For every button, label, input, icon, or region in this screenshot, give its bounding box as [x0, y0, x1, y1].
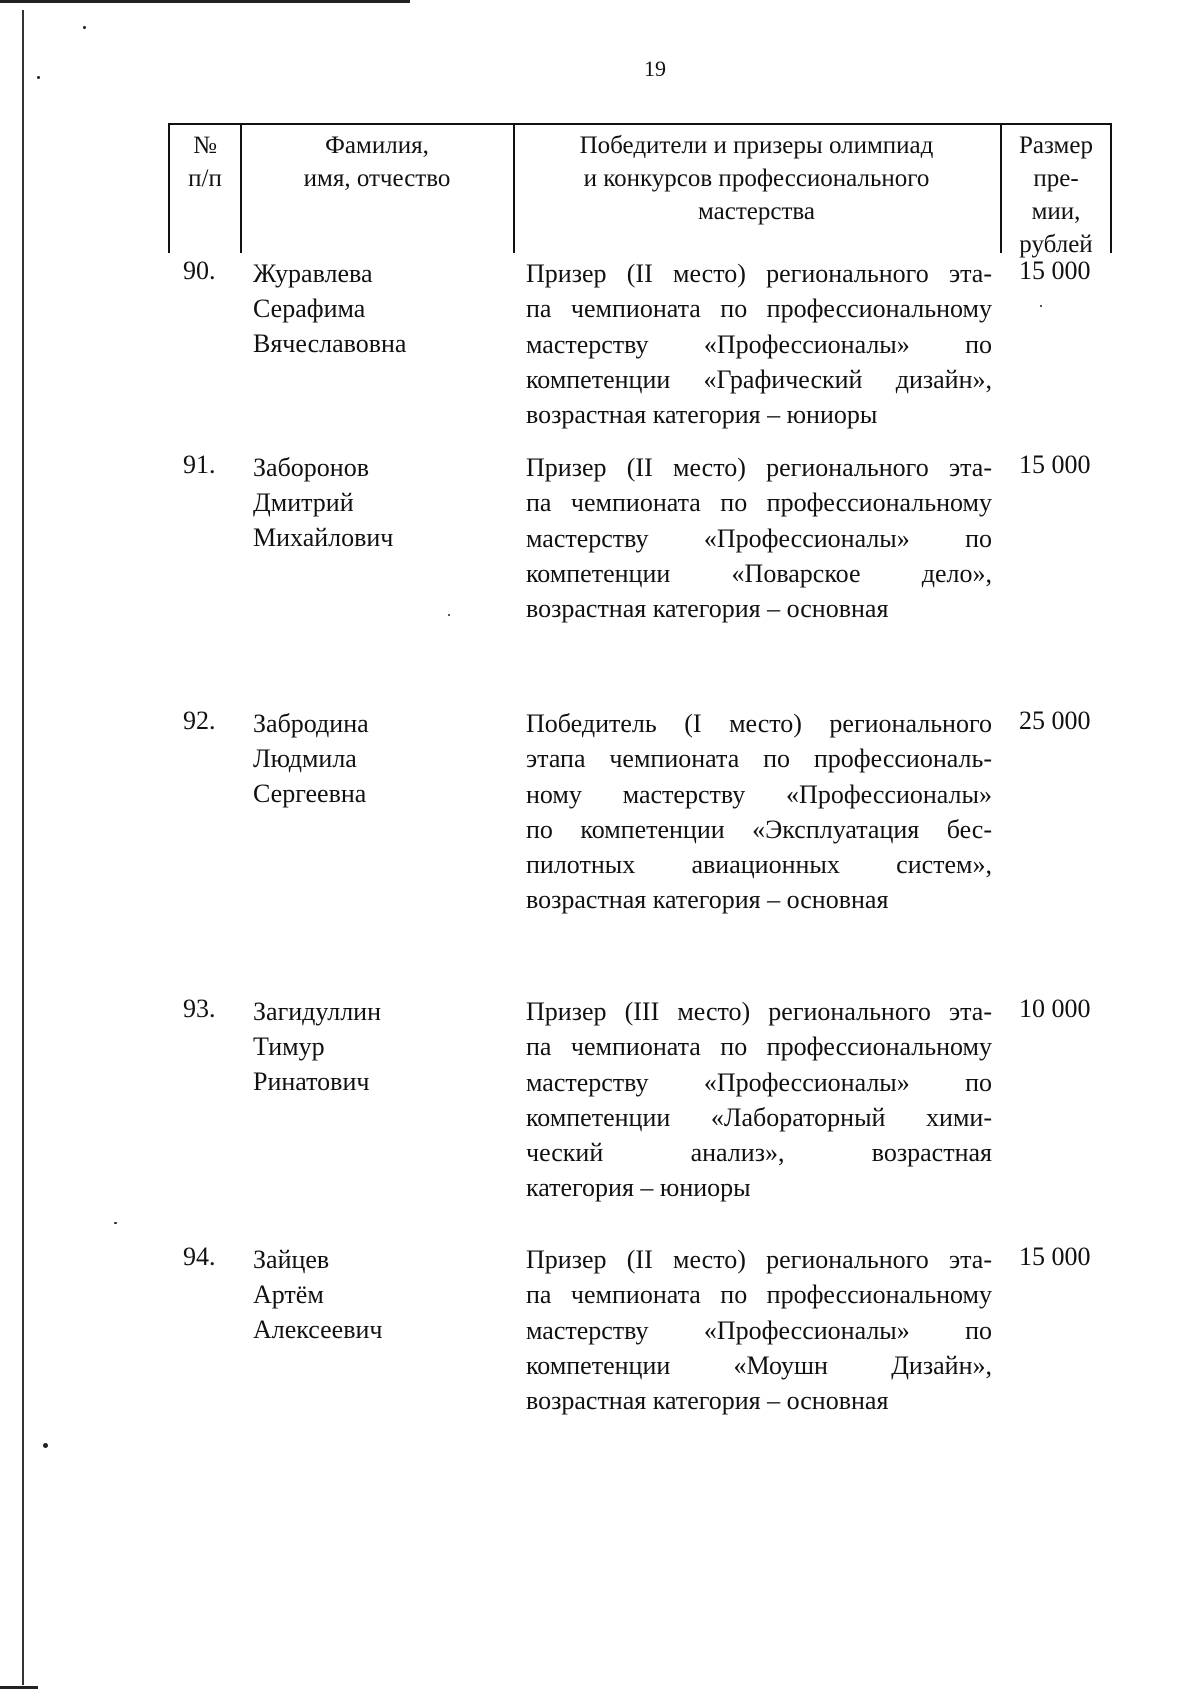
description-line: возрастная категория – юниоры	[526, 400, 878, 430]
achievement-description	[526, 706, 992, 918]
page-number: 19	[644, 56, 666, 81]
header-text: мастерства	[698, 198, 815, 225]
surname: Забродина	[253, 709, 369, 738]
description-line: мастерству «Профессионалы» по	[526, 523, 992, 553]
description-line: мастерству «Профессионалы» по	[526, 1315, 992, 1345]
header-number	[170, 125, 242, 253]
patronymic: Алексеевич	[253, 1315, 383, 1344]
description-line: компетенции «Моушн Дизайн»,	[526, 1350, 992, 1380]
description-line: возрастная категория – основная	[526, 885, 889, 915]
patronymic: Вячеславовна	[253, 329, 407, 358]
row-number: 90.	[183, 256, 216, 285]
scan-speck	[43, 1443, 48, 1448]
achievement-description	[526, 994, 992, 1206]
header-text: Размер	[1019, 132, 1093, 159]
patronymic: Михайлович	[253, 523, 394, 552]
prize-amount: 25 000	[1019, 706, 1091, 735]
description-line: возрастная категория – основная	[526, 594, 889, 624]
header-text: мии,	[1031, 198, 1081, 225]
header-text: Победители и призеры олимпиад	[579, 132, 934, 159]
prize-amount: 15 000	[1019, 450, 1091, 479]
description-line: компетенции «Поварское дело»,	[526, 558, 992, 588]
achievement-description	[526, 256, 992, 432]
scan-speck	[1040, 305, 1042, 307]
recipient-name	[253, 1242, 382, 1347]
header-text: Фамилия,	[325, 132, 429, 159]
surname: Зайцев	[253, 1245, 330, 1274]
prize-amount: 15 000	[1019, 1242, 1091, 1271]
scan-border-top	[0, 0, 410, 3]
row-number: 93.	[183, 994, 216, 1023]
first-name: Людмила	[253, 744, 357, 773]
recipient-name	[253, 706, 369, 811]
row-number: 91.	[183, 450, 216, 479]
description-line: па чемпионата по профессиональному	[526, 1280, 992, 1310]
description-line: пилотных авиационных систем»,	[526, 850, 992, 880]
header-text: пре-	[1033, 165, 1079, 192]
description-line: компетенции «Графический дизайн»,	[526, 364, 992, 394]
recipient-name	[253, 450, 393, 555]
scan-speck	[448, 614, 450, 616]
surname: Заборонов	[253, 453, 369, 482]
description-line: Победитель (I место) регионального	[526, 709, 992, 738]
patronymic: Сергеевна	[253, 779, 367, 808]
row-number: 92.	[183, 706, 216, 735]
description-line: мастерству «Профессионалы» по	[526, 329, 992, 359]
header-text: рублей	[1019, 231, 1093, 258]
scan-border-bottom	[0, 1686, 38, 1689]
achievement-description	[526, 1242, 992, 1418]
description-line: компетенции «Лабораторный хими-	[526, 1102, 992, 1132]
scan-border-left	[22, 10, 24, 1685]
first-name: Дмитрий	[253, 488, 354, 517]
header-prize	[1002, 125, 1110, 258]
description-line: па чемпионата по профессиональному	[526, 1032, 992, 1062]
description-line: по компетенции «Эксплуатация бес-	[526, 814, 992, 844]
recipient-name	[253, 994, 381, 1099]
scan-speck	[114, 1222, 117, 1224]
description-line: мастерству «Профессионалы» по	[526, 1067, 992, 1097]
first-name: Тимур	[253, 1032, 325, 1061]
surname: Загидуллин	[253, 997, 382, 1026]
first-name: Серафима	[253, 294, 366, 323]
description-line: категория – юниоры	[526, 1173, 751, 1203]
header-description	[513, 125, 1002, 253]
description-line: Призер (III место) регионального эта-	[526, 997, 992, 1026]
prize-amount: 10 000	[1019, 994, 1091, 1023]
patronymic: Ринатович	[253, 1067, 370, 1096]
description-line: па чемпионата по профессиональному	[526, 294, 992, 324]
header-text: п/п	[188, 165, 222, 192]
row-number: 94.	[183, 1242, 216, 1271]
first-name: Артём	[253, 1280, 324, 1309]
description-line: этапа чемпионата по профессиональ-	[526, 744, 992, 774]
header-name	[241, 125, 515, 253]
description-line: возрастная категория – основная	[526, 1386, 889, 1416]
prize-amount: 15 000	[1019, 256, 1091, 285]
description-line: Призер (II место) регионального эта-	[526, 453, 992, 482]
scan-speck	[83, 26, 86, 29]
table-header	[168, 123, 1112, 258]
header-text: и конкурсов профессионального	[583, 165, 930, 192]
description-line: ному мастерству «Профессионалы»	[526, 779, 992, 809]
description-line: па чемпионата по профессиональному	[526, 488, 992, 518]
achievement-description	[526, 450, 992, 626]
header-text: имя, отчество	[303, 165, 451, 192]
description-line: ческий анализ», возрастная	[526, 1138, 992, 1168]
description-line: Призер (II место) регионального эта-	[526, 259, 992, 288]
recipient-name	[253, 256, 406, 361]
description-line: Призер (II место) регионального эта-	[526, 1245, 992, 1274]
header-text: №	[193, 132, 217, 159]
surname: Журавлева	[253, 259, 373, 288]
